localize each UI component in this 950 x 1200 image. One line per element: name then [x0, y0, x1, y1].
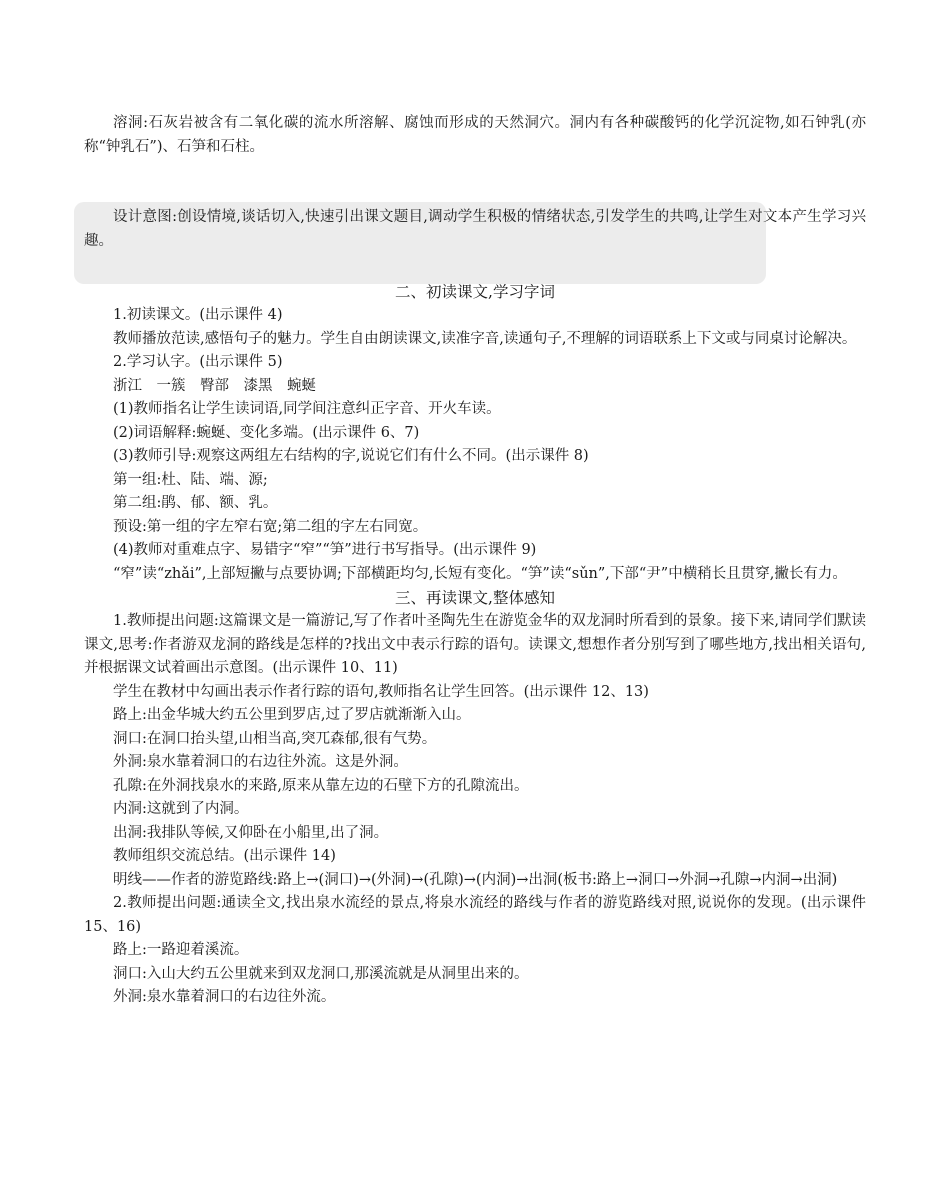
s3-line-road-stream: 路上:一路迎着溪流。 — [113, 942, 249, 958]
section-heading-first-reading: 二、初读课文,学习字词 — [395, 283, 555, 301]
s3-line-exit: 出洞:我排队等候,又仰卧在小船里,出了洞。 — [113, 824, 389, 841]
cave-definition-paragraph: 溶洞:石灰岩被含有二氧化碳的流水所溶解、腐蚀而形成的天然洞穴。洞内有各种碳酸钙的化学沉淀物,如石钟乳(亦称“钟乳石”)、石笋和石柱。 — [84, 115, 866, 155]
s2-line-preset: 预设:第一组的字左窄右宽;第二组的字左右同宽。 — [113, 518, 428, 535]
s2-line-group-2: 第二组:鹃、郁、额、乳。 — [113, 495, 278, 511]
s2-line-teacher-reading: 教师播放范读,感悟句子的魅力。学生自由朗读课文,读准字音,读通句子,不理解的词语联系上下文或与同桌讨论解决。 — [113, 330, 857, 347]
s3-line-outer-cave: 外洞:泉水靠着洞口的右边往外流。这是外洞。 — [113, 754, 408, 770]
s2-line-read-text: 1.初读课文。(出示课件 4) — [113, 307, 283, 323]
s3-line-inner-cave: 内洞:这就到了内洞。 — [113, 801, 249, 817]
design-intent-text: 设计意图:创设情境,谈话切入,快速引出课文题目,调动学生积极的情绪状态,引发学生的共鸣,让学生对文本产生学习兴趣。 — [84, 209, 866, 249]
s3-line-crevice: 孔隙:在外洞找泉水的来路,原来从靠左边的石壁下方的孔隙流出。 — [113, 777, 529, 794]
s3-line-question-2: 2.教师提出问题:通读全文,找出泉水流经的景点,将泉水流经的路线与作者的游览路线对照,说说你的发现。(出示课件 15、16) — [84, 895, 866, 935]
s2-line-word-list: 浙江 一簇 臀部 漆黑 蜿蜒 — [113, 377, 316, 394]
s2-line-step-4: (4)教师对重难点字、易错字“窄”“笋”进行书写指导。(出示课件 9) — [113, 542, 537, 558]
s3-line-cave-mouth: 洞口:在洞口抬头望,山相当高,突兀森郁,很有气势。 — [113, 730, 437, 747]
s3-line-route: 明线——作者的游览路线:路上→(洞口)→(外洞)→(孔隙)→(内洞)→出洞(板书:路上→洞口→外洞→孔隙→内洞→出洞) — [113, 871, 838, 888]
section-heading-second-reading: 三、再读课文,整体感知 — [395, 589, 555, 607]
s2-line-learn-chars: 2.学习认字。(出示课件 5) — [113, 354, 283, 370]
lesson-content — [84, 280, 866, 1010]
s2-line-step-3: (3)教师引导:观察这两组左右结构的字,说说它们有什么不同。(出示课件 8) — [113, 448, 589, 464]
s2-line-step-1: (1)教师指名让学生读词语,同学间注意纠正字音、开火车读。 — [113, 401, 501, 417]
s3-line-outer-stream: 外洞:泉水靠着洞口的右边往外流。 — [113, 989, 336, 1005]
s3-line-question-1: 1.教师提出问题:这篇课文是一篇游记,写了作者叶圣陶先生在游览金华的双龙洞时所看到的景象。接下来,请同学们默读课文,思考:作者游双龙洞的路线是怎样的?找出文中表示行踪的语句。读课文,想想作者分别写到了哪些地方,找出相关语句,并根据课文试着画出示意图。(出示课件 10、11) — [84, 613, 866, 676]
s3-line-road: 路上:出金华城大约五公里到罗店,过了罗店就渐渐入山。 — [113, 707, 471, 723]
s3-line-mouth-stream: 洞口:入山大约五公里就来到双龙洞口,那溪流就是从洞里出来的。 — [113, 965, 529, 982]
s2-line-writing-guide: “窄”读“zhǎi”,上部短撇与点要协调;下部横距均匀,长短有变化。“笋”读“sǔn”,下部“尹”中横稍长且贯穿,撇长有力。 — [113, 565, 847, 582]
s3-line-students-mark: 学生在教材中勾画出表示作者行踪的语句,教师指名让学生回答。(出示课件 12、13) — [113, 683, 649, 700]
s2-line-group-1: 第一组:杜、陆、端、源; — [113, 471, 268, 488]
s3-line-summary: 教师组织交流总结。(出示课件 14) — [113, 848, 336, 864]
document-page — [84, 0, 866, 1200]
s2-line-step-2: (2)词语解释:蜿蜒、变化多端。(出示课件 6、7) — [113, 424, 420, 441]
